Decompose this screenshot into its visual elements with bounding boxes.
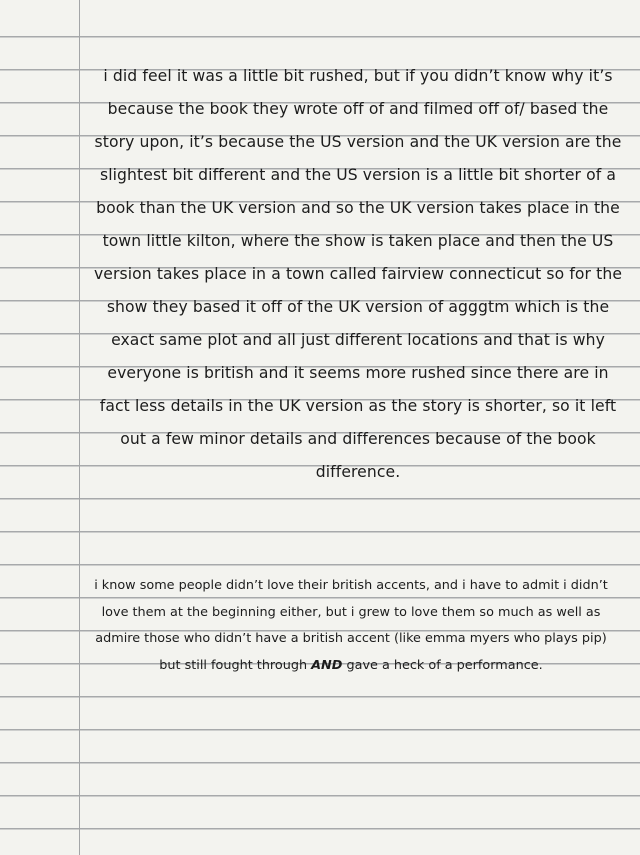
note-paragraph-2 [92, 573, 610, 679]
note-paragraph-1: i did feel it was a little bit rushed, but if you didn’t know why it’s because the book they wrote off of and filmed off of/ based the story upon, it’s because the US version and the UK version are the slightest bit different and the US version is a little bit shorter of a book than the UK version and so the UK version takes place in the town little kilton, where the show is taken place and then the US version takes place in a town called fairview connecticut so for the show they based it off of the UK version of agggtm which is the exact same plot and all just different locations and that is why everyone is british and it seems more rushed since there are in fact less details in the UK version as the story is shorter, so it left out a few minor details and differences because of the book difference. [93, 67, 623, 481]
margin-line [79, 0, 80, 855]
note-paragraph-2-text-start: i know some people didn’t love their british accents, and i have to admit i didn’t love them at the beginning either, but i grew to love them so much as well as admire those who didn’t have a british accent (like emma myers who plays pip) but still fought through [94, 578, 608, 673]
note-paragraph-2-text-end: gave a heck of a performance. [342, 657, 543, 673]
note-paragraph-2-emphasis: AND [311, 657, 343, 673]
